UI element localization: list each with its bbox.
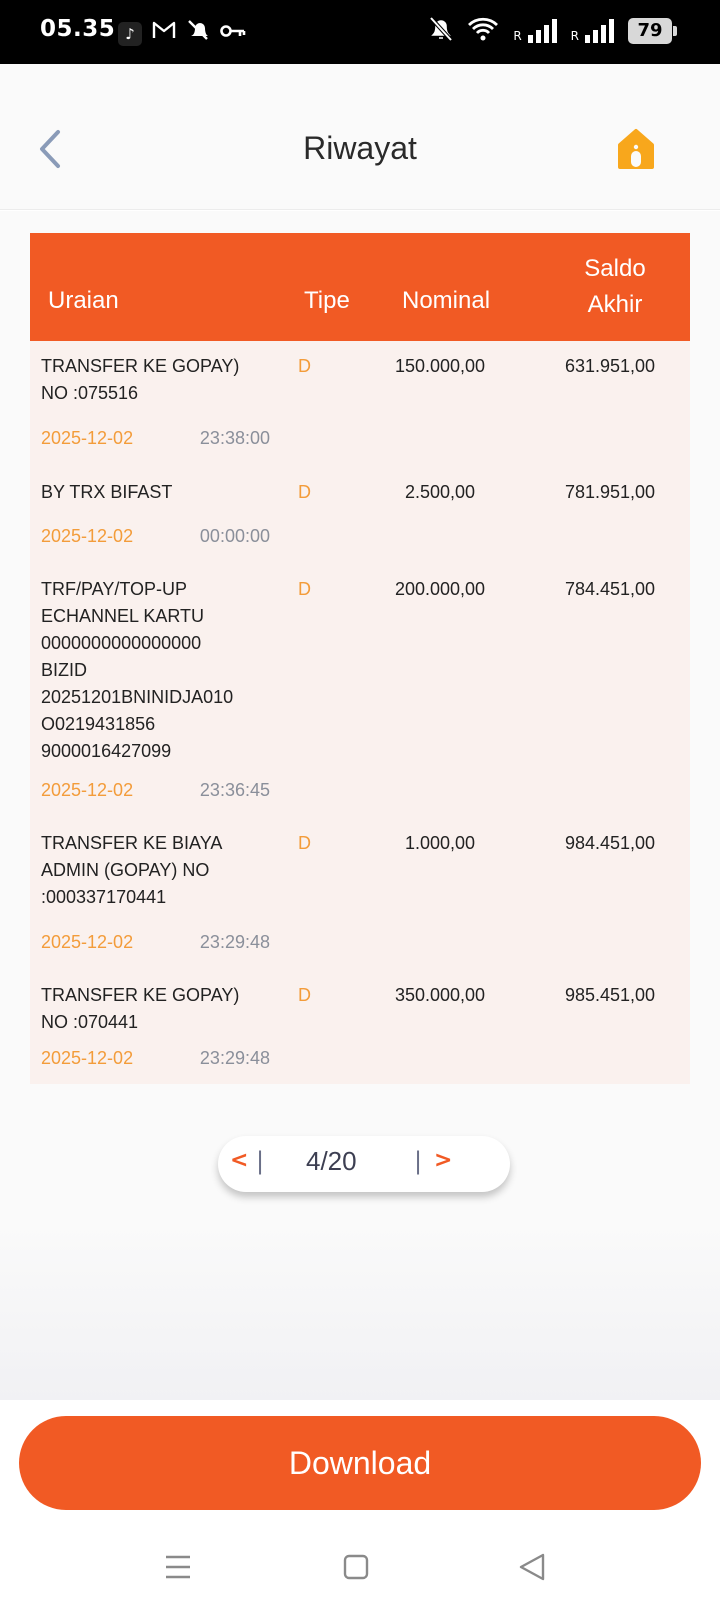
gmail-icon [152,20,176,48]
back-nav-button[interactable] [518,1552,546,1582]
row-type: D [298,833,311,853]
column-header-uraian: Uraian [48,287,119,314]
page-title: Riwayat [303,130,417,166]
table-body [30,341,690,1084]
app-header [0,64,720,210]
table-row[interactable] [30,970,690,1076]
system-navigation-bar [0,1530,720,1612]
page-indicator: 4/20 [306,1146,357,1176]
home-nav-button[interactable] [343,1554,369,1580]
row-balance: 781.951,00 [564,482,656,502]
row-amount: 1.000,00 [404,833,476,853]
row-amount: 2.500,00 [404,482,476,502]
row-date: 2025-12-02 [41,526,134,546]
row-balance: 984.451,00 [564,833,656,853]
recent-apps-button[interactable] [165,1554,191,1580]
row-description: BY TRX BIFAST [41,482,173,502]
row-date: 2025-12-02 [41,780,134,800]
triangle-back-icon [518,1552,546,1582]
pagination [218,1136,510,1192]
row-date: 2025-12-02 [41,1048,134,1068]
row-balance: 631.951,00 [564,356,656,376]
row-description: TRANSFER KE BIAYA ADMIN (GOPAY) NO :000337170441 [41,833,223,907]
home-icon [616,128,656,170]
pagination-separator: | [256,1147,265,1175]
row-time: 23:29:48 [199,1048,270,1068]
column-header-nominal: Nominal [402,287,491,314]
do-not-disturb-icon [186,18,210,50]
column-header-saldo-akhir: Saldo Akhir [584,255,646,318]
square-icon [343,1554,369,1580]
download-button[interactable]: Download [19,1416,701,1510]
signal-icon: R [513,19,556,43]
row-description: TRANSFER KE GOPAY) NO :075516 [41,356,240,403]
pagination-separator: | [414,1147,423,1175]
wifi-icon [467,16,499,46]
row-balance: 985.451,00 [564,985,656,1005]
column-header-tipe: Tipe [304,287,350,314]
row-amount: 200.000,00 [394,579,486,599]
status-bar [0,0,720,64]
next-page-button[interactable]: > [434,1148,453,1173]
table-row[interactable] [30,341,690,467]
row-amount: 350.000,00 [394,985,486,1005]
row-description: TRF/PAY/TOP-UP ECHANNEL KARTU 0000000000000000 BIZID 20251201BNINIDJA010 O0219431856 9000016427099 [41,579,234,761]
vpn-key-icon [220,21,246,47]
row-amount: 150.000,00 [394,356,486,376]
system-icons [429,16,672,46]
table-row[interactable] [30,818,690,970]
status-time: 05.35 [40,16,116,42]
mute-icon [429,16,453,46]
row-type: D [298,356,311,376]
table-row[interactable] [30,467,690,564]
download-area [0,1400,720,1530]
row-type: D [298,482,311,502]
previous-page-button[interactable]: < [230,1148,249,1173]
battery-indicator: 79 [628,18,672,44]
row-time: 23:38:00 [199,428,270,448]
row-date: 2025-12-02 [41,428,134,448]
menu-icon [165,1554,191,1580]
row-balance: 784.451,00 [564,579,656,599]
row-time: 00:00:00 [199,526,270,546]
table-row[interactable] [30,564,690,818]
row-description: TRANSFER KE GOPAY) NO :070441 [41,985,240,1032]
tiktok-icon: ♪ [118,22,142,46]
transaction-table [30,233,690,1084]
row-time: 23:29:48 [199,932,270,952]
signal-icon: R [571,19,614,43]
row-type: D [298,985,311,1005]
row-date: 2025-12-02 [41,932,134,952]
row-type: D [298,579,311,599]
row-time: 23:36:45 [199,780,270,800]
home-button[interactable] [616,128,656,170]
notification-icons [118,18,246,50]
table-header [30,233,690,341]
